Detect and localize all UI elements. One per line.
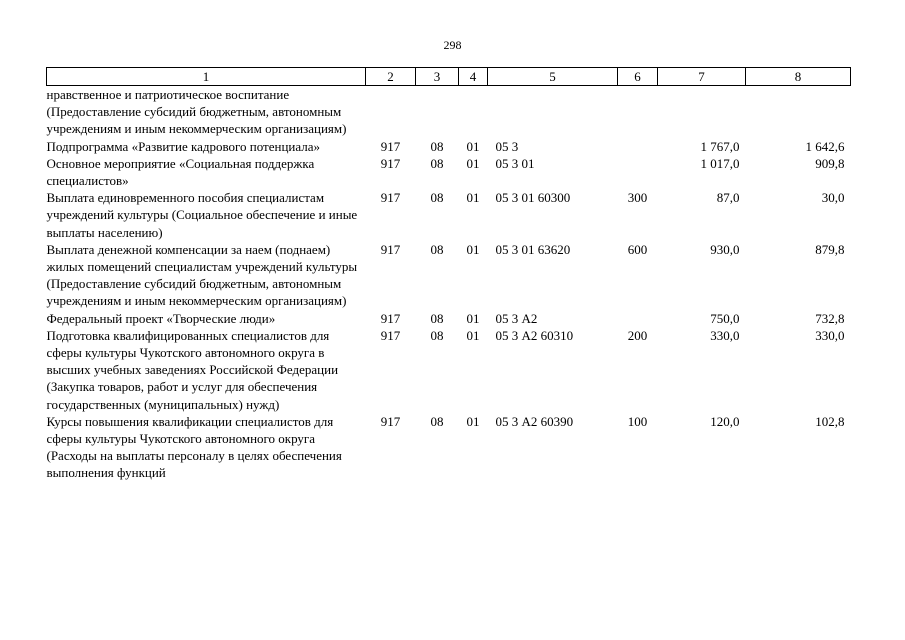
section-code-cell: 08 bbox=[430, 413, 444, 429]
ministry-code-cell: 917 bbox=[380, 155, 401, 171]
planned-amount-cell: 120,0 bbox=[710, 413, 740, 429]
table-row bbox=[47, 413, 851, 482]
executed-amount-cell: 879,8 bbox=[815, 241, 845, 257]
executed-amount-cell: 30,0 bbox=[821, 190, 845, 206]
section-code-cell: 08 bbox=[430, 327, 444, 343]
row-name-cell: Выплата единовременного пособия специалистам учреждений культуры (Социальное обеспечение и иные выплаты населению) bbox=[46, 190, 358, 240]
executed-amount-cell: 909,8 bbox=[815, 155, 845, 171]
ministry-code-cell: 917 bbox=[380, 310, 401, 326]
ministry-code-cell: 917 bbox=[380, 138, 401, 154]
row-name-cell: Подготовка квалифицированных специалистов для сферы культуры Чукотского автономного округа в высших учебных заведениях Российской Федерации (Закупка товаров, работ и услуг для обеспечения государственных (муниципальных) нужд) bbox=[46, 327, 339, 412]
row-name-cell: нравственное и патриотическое воспитание (Предоставление субсидий бюджетным, автономным учреждениям и иным некоммерческим организациям) bbox=[46, 87, 347, 137]
subsection-code-cell: 01 bbox=[466, 241, 480, 257]
planned-amount-cell: 750,0 bbox=[710, 310, 740, 326]
ministry-code-cell: 917 bbox=[380, 190, 401, 206]
executed-amount-cell: 102,8 bbox=[815, 413, 845, 429]
ministry-code-cell: 917 bbox=[380, 241, 401, 257]
table-row bbox=[47, 189, 851, 241]
table-row bbox=[47, 155, 851, 189]
row-name-cell: Курсы повышения квалификации специалистов для сферы культуры Чукотского автономного округа (Расходы на выплаты персоналу в целях обеспечения выполнения функций bbox=[46, 413, 342, 481]
expense-type-cell bbox=[618, 310, 658, 327]
column-header-4: 4 bbox=[459, 68, 488, 86]
subsection-code-cell: 01 bbox=[466, 310, 480, 326]
section-code-cell: 08 bbox=[430, 310, 444, 326]
planned-amount-cell: 87,0 bbox=[716, 190, 740, 206]
target-article-cell: 05 3 bbox=[495, 138, 519, 154]
expense-type-cell bbox=[618, 86, 658, 138]
row-name-cell: Федеральный проект «Творческие люди» bbox=[46, 310, 276, 326]
expense-type-cell: 300 bbox=[627, 190, 648, 206]
column-header-8: 8 bbox=[746, 68, 851, 86]
row-name-cell: Выплата денежной компенсации за наем (поднаем) жилых помещений специалистам учреждений культуры (Предоставление субсидий бюджетным, автономным учреждениям и иным некоммерческим организациям) bbox=[46, 241, 358, 309]
section-code-cell: 08 bbox=[430, 241, 444, 257]
ministry-code-cell: 917 bbox=[380, 327, 401, 343]
planned-amount-cell: 930,0 bbox=[710, 241, 740, 257]
section-code-cell: 08 bbox=[430, 138, 444, 154]
target-article-cell: 05 3 01 60300 bbox=[495, 190, 571, 206]
planned-amount-cell: 1 017,0 bbox=[700, 155, 740, 171]
budget-table bbox=[46, 67, 851, 482]
row-name-cell: Основное мероприятие «Социальная поддержка специалистов» bbox=[46, 155, 315, 189]
ministry-code-cell bbox=[366, 86, 416, 138]
subsection-code-cell: 01 bbox=[466, 155, 480, 171]
target-article-cell bbox=[488, 86, 618, 138]
page-number: 298 bbox=[443, 38, 462, 52]
subsection-code-cell: 01 bbox=[466, 138, 480, 154]
target-article-cell: 05 3 А2 bbox=[495, 310, 538, 326]
table-row bbox=[47, 310, 851, 327]
planned-amount-cell: 330,0 bbox=[710, 327, 740, 343]
row-name-cell: Подпрограмма «Развитие кадрового потенциала» bbox=[46, 138, 321, 154]
header-row bbox=[47, 68, 851, 86]
target-article-cell: 05 3 А2 60390 bbox=[495, 413, 574, 429]
column-header-5: 5 bbox=[488, 68, 618, 86]
section-code-cell bbox=[416, 86, 459, 138]
column-header-1: 1 bbox=[47, 68, 366, 86]
target-article-cell: 05 3 01 bbox=[495, 155, 535, 171]
table-row bbox=[47, 86, 851, 138]
executed-amount-cell: 732,8 bbox=[815, 310, 845, 326]
expense-type-cell: 200 bbox=[627, 327, 648, 343]
column-header-6: 6 bbox=[618, 68, 658, 86]
table-row bbox=[47, 327, 851, 413]
planned-amount-cell bbox=[658, 86, 746, 138]
column-header-2: 2 bbox=[366, 68, 416, 86]
ministry-code-cell: 917 bbox=[380, 413, 401, 429]
column-header-7: 7 bbox=[658, 68, 746, 86]
expense-type-cell: 100 bbox=[627, 413, 648, 429]
table-body bbox=[47, 86, 851, 482]
expense-type-cell: 600 bbox=[627, 241, 648, 257]
section-code-cell: 08 bbox=[430, 190, 444, 206]
target-article-cell: 05 3 А2 60310 bbox=[495, 327, 574, 343]
target-article-cell: 05 3 01 63620 bbox=[495, 241, 571, 257]
planned-amount-cell: 1 767,0 bbox=[700, 138, 740, 154]
expense-type-cell bbox=[618, 138, 658, 155]
expense-type-cell bbox=[618, 155, 658, 189]
subsection-code-cell: 01 bbox=[466, 413, 480, 429]
subsection-code-cell: 01 bbox=[466, 327, 480, 343]
section-code-cell: 08 bbox=[430, 155, 444, 171]
table-row bbox=[47, 138, 851, 155]
executed-amount-cell: 1 642,6 bbox=[805, 138, 845, 154]
subsection-code-cell: 01 bbox=[466, 190, 480, 206]
subsection-code-cell bbox=[459, 86, 488, 138]
column-header-3: 3 bbox=[416, 68, 459, 86]
executed-amount-cell: 330,0 bbox=[815, 327, 845, 343]
table-row bbox=[47, 241, 851, 310]
executed-amount-cell bbox=[746, 86, 851, 138]
table-header bbox=[47, 68, 851, 86]
